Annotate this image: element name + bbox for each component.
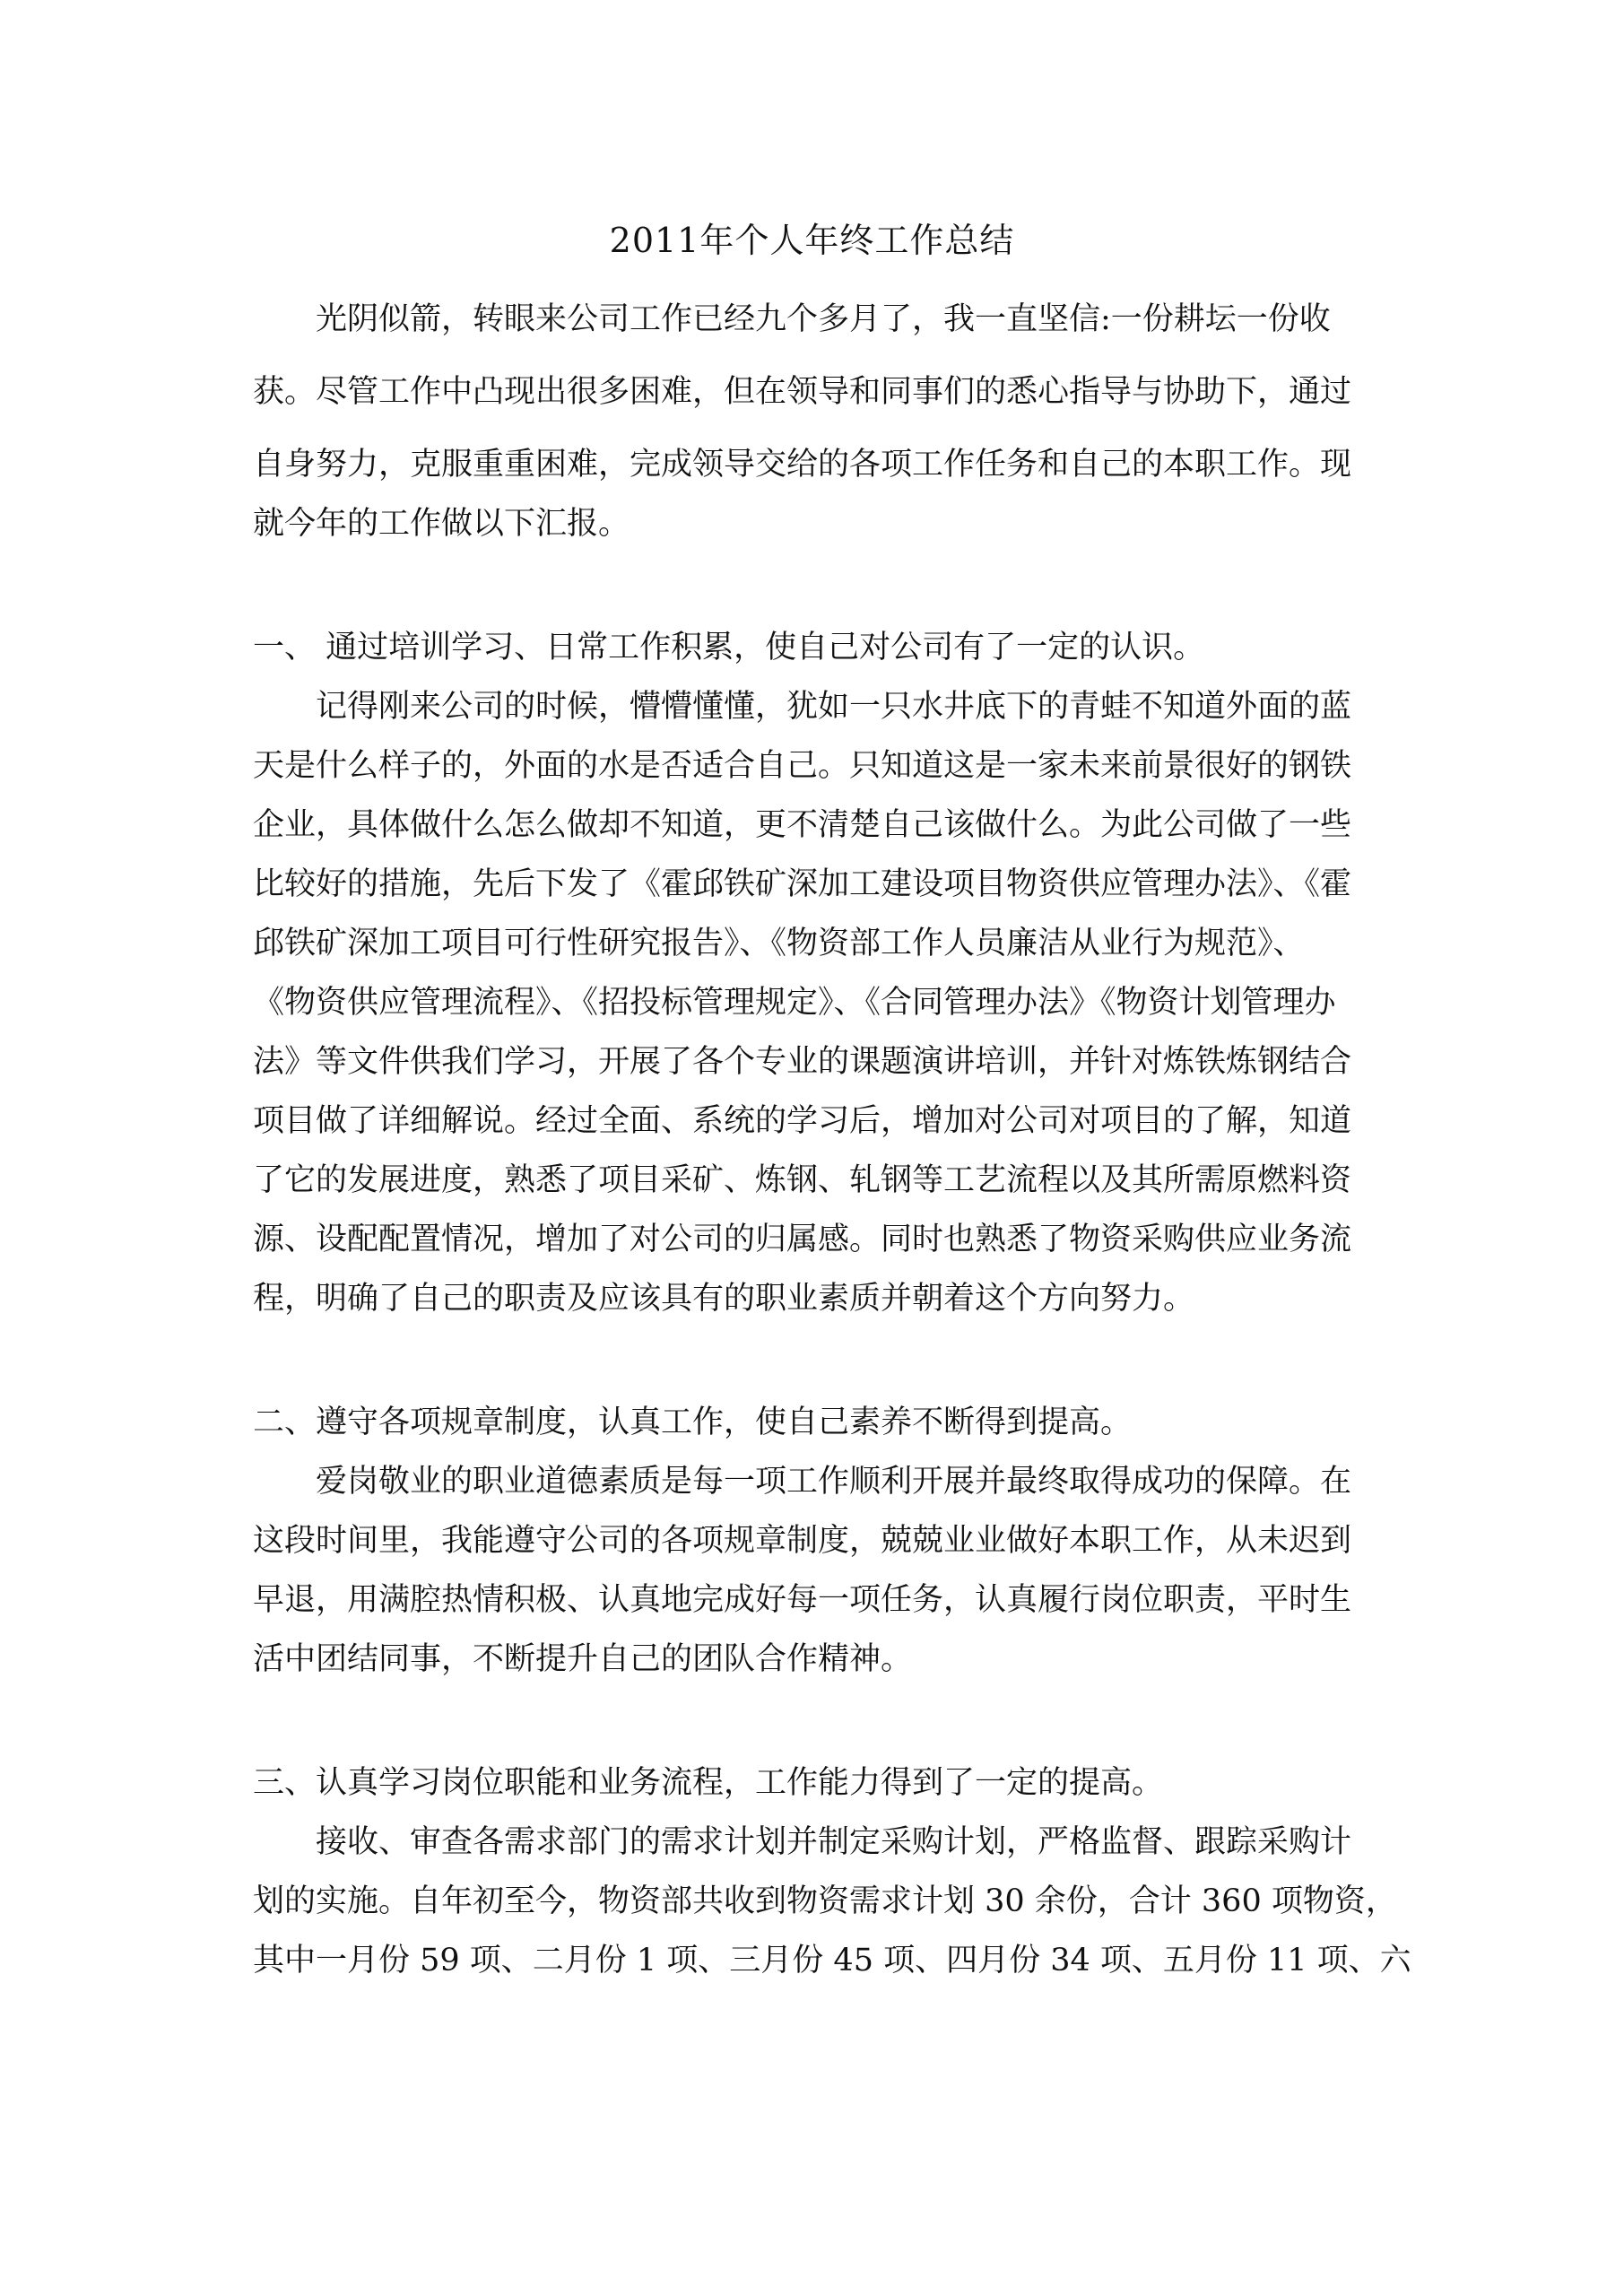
paragraph-line: 就今年的工作做以下汇报。 (253, 506, 630, 542)
paragraph-line: 《物资供应管理流程》、《招投标管理规定》、《合同管理办法》《物资计划管理办 (253, 985, 1336, 1021)
paragraph-line: 接收、审查各需求部门的需求计划并制定采购计划，严格监督、跟踪采购计 (316, 1824, 1352, 1860)
paragraph-line: 了它的发展进度，熟悉了项目采矿、炼钢、轧钢等工艺流程以及其所需原燃料资 (253, 1162, 1352, 1198)
section-heading: 一、 通过培训学习、日常工作积累，使自己对公司有了一定的认识。 (253, 630, 1205, 665)
paragraph-line: 划的实施。自年初至今，物资部共收到物资需求计划 30 余份，合计 360 项物资， (253, 1883, 1397, 1919)
section-heading: 三、认真学习岗位职能和业务流程，工作能力得到了一定的提高。 (253, 1765, 1164, 1801)
paragraph-line: 天是什么样子的，外面的水是否适合自己。只知道这是一家未来前景很好的钢铁 (253, 748, 1352, 784)
paragraph-line: 法》等文件供我们学习，开展了各个专业的课题演讲培训，并针对炼铁炼钢结合 (253, 1044, 1352, 1080)
paragraph-line: 活中团结同事，不断提升自己的团队合作精神。 (253, 1641, 913, 1677)
paragraph-line: 邱铁矿深加工项目可行性研究报告》、《物资部工作人员廉洁从业行为规范》、 (253, 926, 1305, 961)
paragraph-line: 自身努力，克服重重困难，完成领导交给的各项工作任务和自己的本职工作。现 (253, 447, 1352, 483)
paragraph-line: 记得刚来公司的时候，懵懵懂懂，犹如一只水井底下的青蛙不知道外面的蓝 (316, 689, 1352, 725)
paragraph-line: 其中一月份 59 项、二月份 1 项、三月份 45 项、四月份 34 项、五月份 11 项、六 (253, 1943, 1411, 1979)
paragraph-line: 爱岗敬业的职业道德素质是每一项工作顺利开展并最终取得成功的保障。在 (316, 1464, 1352, 1500)
paragraph-line: 光阴似箭，转眼来公司工作已经九个多月了，我一直坚信:一份耕坛一份收 (316, 301, 1331, 337)
paragraph-line: 项目做了详细解说。经过全面、系统的学习后，增加对公司对项目的了解，知道 (253, 1103, 1352, 1139)
document-title: 2011年个人年终工作总结 (609, 221, 1015, 260)
paragraph-line: 比较好的措施，先后下发了《霍邱铁矿深加工建设项目物资供应管理办法》、《霍 (253, 866, 1352, 902)
paragraph-line: 企业，具体做什么怎么做却不知道，更不清楚自己该做什么。为此公司做了一些 (253, 807, 1352, 843)
paragraph-line: 早退，用满腔热情积极、认真地完成好每一项任务，认真履行岗位职责，平时生 (253, 1582, 1352, 1618)
paragraph-line: 源、设配配置情况，增加了对公司的归属感。同时也熟悉了物资采购供应业务流 (253, 1222, 1352, 1257)
paragraph-line: 这段时间里，我能遵守公司的各项规章制度，兢兢业业做好本职工作，从未迟到 (253, 1523, 1352, 1559)
paragraph-line: 获。尽管工作中凸现出很多困难，但在领导和同事们的悉心指导与协助下，通过 (253, 374, 1352, 410)
paragraph-line: 程，明确了自己的职责及应该具有的职业素质并朝着这个方向努力。 (253, 1281, 1195, 1317)
section-heading: 二、遵守各项规章制度，认真工作，使自己素养不断得到提高。 (253, 1405, 1133, 1440)
